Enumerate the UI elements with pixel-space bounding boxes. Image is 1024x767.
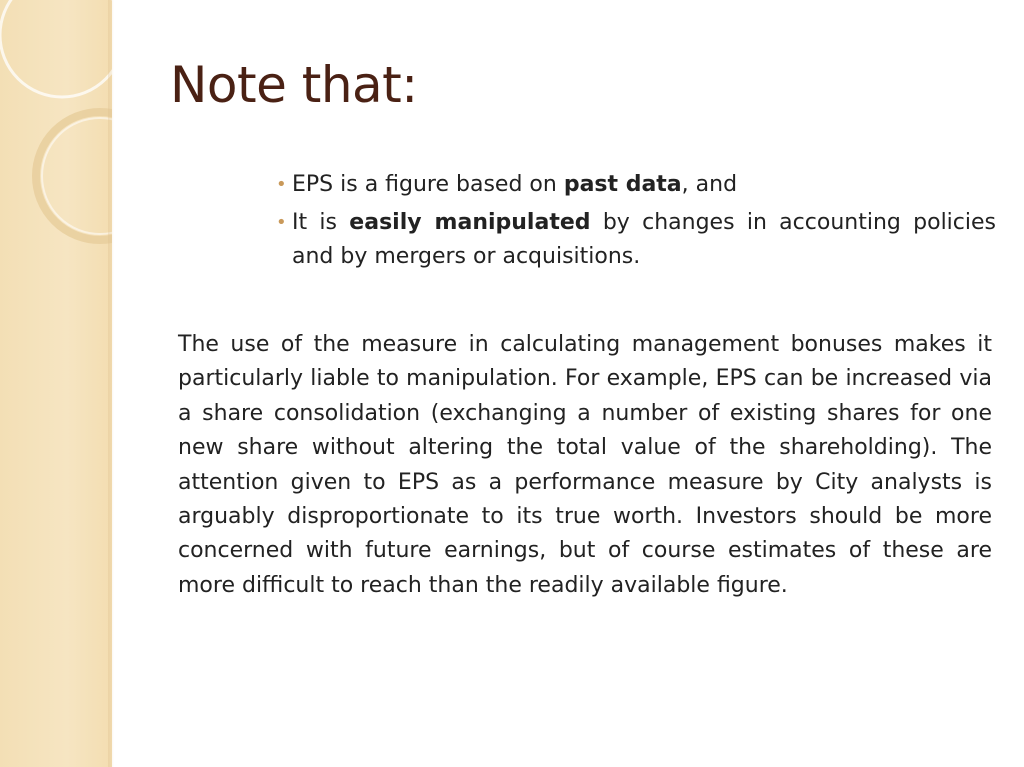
- bullet-bold-text: easily manipulated: [349, 210, 591, 235]
- side-panel-edge: [108, 0, 114, 767]
- slide-title: Note that:: [170, 56, 418, 114]
- bullet-item-easily-manipulated: [274, 206, 996, 274]
- bullet-item-past-data: [274, 168, 996, 202]
- bullet-bold-text: past data: [563, 172, 682, 197]
- bullet-dot-icon: •: [276, 174, 287, 195]
- decorative-circles: [0, 0, 112, 300]
- bullet-text: It is: [292, 210, 350, 235]
- bullet-list: [274, 168, 996, 278]
- bullet-text: , and: [681, 172, 738, 197]
- bullet-text: EPS is a figure based on: [292, 172, 564, 197]
- body-paragraph: The use of the measure in calculating management bonuses makes it particularly liable to manipulation. For example, EPS can be increased via a share consolidation (exchanging a number of existing shares for one new share without altering the total value of the shareholding). The attention given to EPS as a performance measure by City analysts is arguably disproportionate to its true worth. Investors should be more concerned with future earnings, but of course estimates of these are more difficult to reach than the readily available figure.: [178, 332, 992, 598]
- side-panel-decoration: [0, 0, 112, 767]
- bullet-dot-icon: •: [276, 212, 287, 233]
- bullet-text: by changes in accounting policies and by mergers or acquisitions.: [292, 210, 997, 269]
